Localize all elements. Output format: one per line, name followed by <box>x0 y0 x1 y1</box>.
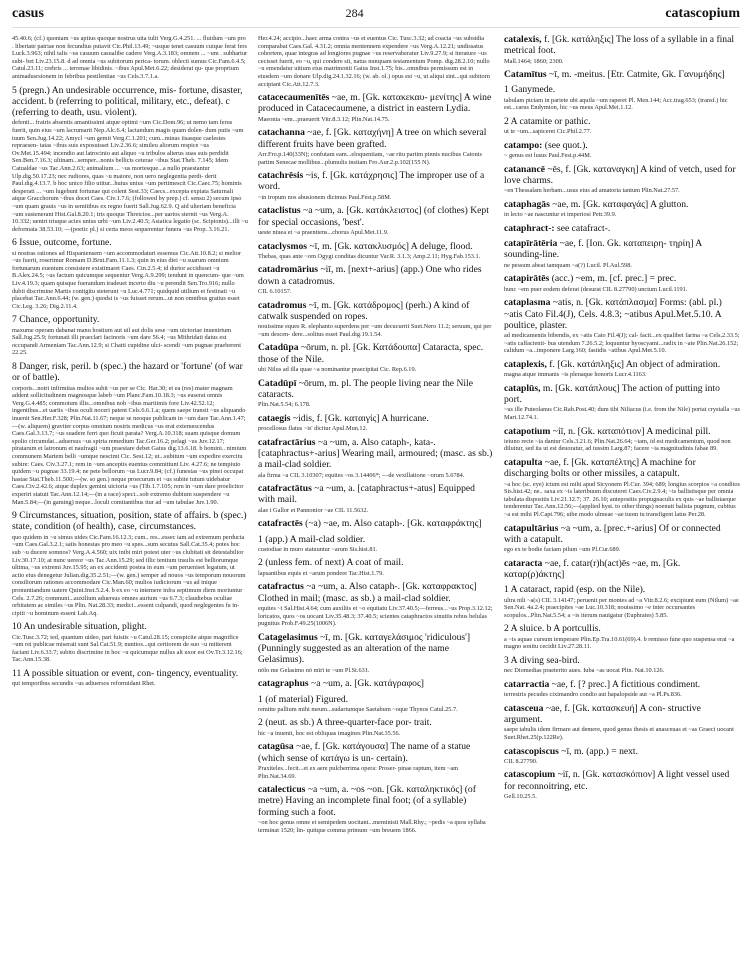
dictionary-entry <box>12 85 248 234</box>
dictionary-entry <box>258 694 494 714</box>
dictionary-entry <box>258 264 494 295</box>
headword: catacecaumenītēs <box>258 92 330 104</box>
entry-definition: catasceua ~ae, f. [Gk. κατασκευή] A con- structive argument. <box>504 702 701 726</box>
dictionary-entry <box>258 534 494 554</box>
headword: cataplexis, <box>504 358 547 370</box>
entry-definition: 2 A catamite or pathic. <box>504 115 591 127</box>
headword: catagraphus <box>258 678 309 690</box>
headword: catascopium <box>504 769 556 781</box>
entry-definition: catapirātēs (acc.) ~em, m. [cf. prec.] = prec. <box>504 273 677 285</box>
dictionary-entry <box>258 557 494 577</box>
dictionary-entry <box>258 678 494 689</box>
headword: catafractātus <box>258 483 312 495</box>
dictionary-entry <box>12 668 248 688</box>
dictionary-entry <box>12 35 248 81</box>
dictionary-entry <box>258 378 494 409</box>
column-right <box>504 34 740 959</box>
entry-citations: ala firma ~a CIL 3.10307; equites ~os 3.14406*; —de vexillatione ~orum 5.6784. <box>258 471 465 479</box>
entry-definition: catampo: (see quot.). <box>504 139 588 151</box>
entry-definition: catarractia ~ae, f. [? prec.] A fictitious condiment. <box>504 678 701 690</box>
dictionary-entry <box>258 170 494 201</box>
entry-definition: 6 Issue, outcome, fortune. <box>12 237 112 249</box>
entry-definition: catafractus ~a ~um, a. Also cataph-. [Gk. καταφρακτος] Clothed in mail; (masc. as sb.) a mail-clad soldier. <box>258 581 477 604</box>
entry-definition: 1 (of material) Figured. <box>258 693 349 705</box>
headword: catanancē <box>504 163 546 175</box>
entry-definition: 1 Ganymede. <box>504 84 556 96</box>
columns <box>12 34 740 959</box>
headword: catagūsa <box>258 741 294 753</box>
entry-citations: si nostras rationes ad Hispaniensem ~um accommodaturi essemus Cic.Att.10.8.2; si melior ~us fuerit, roserimur Romam D.Brut.Fam.11.1.3; quin in eius diei ~u suarum omnium fortunarum euentum consistere existimaret Caes. Cin.2.5.4; id durior accidisset ~u B.Alex.24.5; ~us factum quicumque sequentur Verg.A.9.299; tendunt in quencum- que ~um Liv.4.19.3; quam quisque fuerandum tradeuet incerto diu ~u perendit Sen.Tro.916; nullo dubii discrimine Martis contigitu steterunt ~u Luc.4.771; quidquid utilium et festinati ~u placebat Tac.Ann.6.44; (w. gen.) quodsi is ~us fuisset rerum...ut non omnibus gratius esset Cic.Leg. 3.26; Dig.2.11.4. <box>12 249 244 310</box>
entry-definition: cataphagās ~ae, m. [Gk. καταφαγάς] A glutton. <box>504 198 689 210</box>
headword: cataclistus <box>258 205 301 217</box>
entry-definition: 11 A possible situation or event, con- tingency, eventuality. <box>12 667 239 679</box>
entry-definition: catapultārius ~a ~um, a. [prec.+-arius] Of or connected with a catapult. <box>504 522 721 545</box>
entry-definition: 10 An undesirable situation, plight. <box>12 621 147 633</box>
headword: cataplūs, <box>504 382 541 394</box>
entry-citations: custodiae in muro statuuntur ~arum Sis.hist.81. <box>258 545 378 553</box>
dictionary-entry <box>504 164 740 195</box>
entry-citations: equites ~i Sal.Hist.4.64; cum auxiliis et ~o equitatu Liv.37.40.5;—ferreus...~us Prop.3.12.12; loricatos, quos ~os uocant Liv.35.48.3; 37.40.5; scientes cataphractos sinuitis rebus belulas pugnitus Prob.F.49.25(1006N). <box>258 604 493 628</box>
entry-citations: alae i Gallor et Pannonior ~ae CIL 11.5632. <box>258 506 369 514</box>
entry-citations: ~ genus est lusus Paul.Fest.p.44M. <box>504 152 592 160</box>
entry-citations: hunc ~em puer eodem deferat (desurat CIL 8.27790) unctum Lucil.1191. <box>504 285 688 293</box>
entry-definition: catachanna ~ae, f. [Gk. καταχήνη] A tree on which several different fruits have been grafted. <box>258 127 487 150</box>
entry-definition: 2 (neut. as sb.) A three-quarter-face por- trait. <box>258 717 432 729</box>
headword: catalecticus <box>258 784 306 796</box>
headword: cataegis <box>258 412 291 424</box>
headword: Catagelasimus <box>258 631 318 643</box>
headword: cataphagās <box>504 198 550 210</box>
dictionary-entry <box>504 116 740 136</box>
headword: Catamītus <box>504 69 547 81</box>
dictionary-entry <box>504 769 740 800</box>
entry-definition: cataracta ~ae, f. catar(r)h(act)ēs ~ae, m. [Gk. καταρ(ρ)άκτης] <box>504 557 681 581</box>
entry-definition: 2 A sluice. b A portcullis. <box>504 623 601 635</box>
entry-citations: in lecto ~ae nascuntur et imperiosi Petr.39.9. <box>504 211 617 219</box>
entry-definition: catapotium ~iī, n. [Gk. καταπότιον] A medicinal pill. <box>504 425 711 437</box>
entry-citations: CIL 6.10157. <box>258 287 292 295</box>
dictionary-entry <box>504 383 740 422</box>
entry-citations: Mall.1464; 1860; 2300. <box>504 57 564 65</box>
entry-citations: ad medicamentis bibendis, ex ~atis Cato Fil.4(J); cal- facit...ex qualibet farina ~a Cels.2.33.5; ~atis calfacienti- bus utendum 7.26.5.2; loquuntur hyoscyami...radix in ~ate Plin.Nat.26.152; calidum ~a...imponere Larg.160; fastidis ~atibus Apul.Met.5.10. <box>504 332 740 355</box>
entry-definition: 5 (pregn.) An undesirable occurrence, mis- fortune, disaster, accident. b (referring to political, military, etc., defeat). c (referring to death, usu. violent). <box>12 84 243 119</box>
dictionary-entry <box>258 127 494 166</box>
dictionary-entry <box>504 359 740 379</box>
dictionary-entry <box>258 518 494 529</box>
headword: catadromus <box>258 299 307 311</box>
entry-citations: saepe tabulis idem firmare aut demere, quod genus thesis et anasceuas et ~as Graeci uocant Suet.Rhet.25(p.122Re). <box>504 726 734 741</box>
dictionary-entry <box>258 717 494 737</box>
headword: cataracta <box>504 557 543 569</box>
dictionary-entry <box>504 558 740 581</box>
entry-citations: maxume operam dabanat manu hostium aut uil aut dolis sese ~um uictoriae inuenirtum Sall.Jug.25.9; fortunati illi praeclari facinoris ~um dare 56.4; ~us Mithridati datus est occupandi Armeniam Tac.Ann.12.9; si Chatti cupidine ulci- scendi ~um pugnae praeberent 22.25. <box>12 326 241 357</box>
dictionary-entry <box>258 741 494 780</box>
entry-definition: catachrēsis ~is, f. [Gk. κατάχρησις] The improper use of a word. <box>258 170 485 193</box>
headword: catascopiscus <box>504 745 559 757</box>
dictionary-entry <box>504 199 740 219</box>
dictionary-entry <box>258 581 494 627</box>
entry-definition: Catadūpa ~ōrum, n. pl. [Gk. Κατάδουπα] Cataracta, spec. those of the Nile. <box>258 342 484 365</box>
headword: catalexis, <box>504 34 542 45</box>
entry-citations: CIL 8.27790. <box>504 757 538 765</box>
headword: catarractia <box>504 678 550 690</box>
entry-citations: tabulam pictam in pariete ubi aquila ~um raperet Pl. Men.144; Acc.trag.653; (transf.) hic est...carus Endymion, hic ~us meus Apul.Met.1.12. <box>504 96 728 112</box>
dictionary-entry <box>504 457 740 519</box>
headword: catapirātēs <box>504 273 550 285</box>
guide-word-left: casus <box>12 6 44 21</box>
dictionary-entry <box>504 273 740 293</box>
headword: catapulta <box>504 457 543 469</box>
entry-citations: ueste niuea et ~a praenitens...chorus Apul.Met.11.9. <box>258 228 389 236</box>
dictionary-entry <box>12 510 248 617</box>
dictionary-entry <box>12 621 248 664</box>
entry-citations: Arr.Fro.p.140(33N); confutam eam...eloquentiam, ~ae ritu partim pinnis nucibus Catonis partim Senecae mollibus...plumulis insitam Fro.Aur.2.p.102(155 N). <box>258 150 482 166</box>
dictionary-entry <box>258 483 494 514</box>
headword: catachanna <box>258 127 305 139</box>
entry-definition: catascopiscus ~ī, m. (app.) = next. <box>504 745 638 757</box>
headword: catafractus <box>258 581 304 593</box>
entry-citations: ubi Nilus ad illa quae ~a nominantur praecipitat Cic. Rep.6.19. <box>258 365 417 373</box>
entry-definition: catafractārius ~a ~um, a. Also cataph-, kata-. [cataphractus+-arius] Wearing mail, armoured; (masc. as sb.) a mail-clad soldier. <box>258 436 493 471</box>
entry-definition: Catadūpī ~ōrum, m. pl. The people living near the Nile cataracts. <box>258 377 473 400</box>
entry-definition: Catagelasimus ~ī, m. [Gk. καταγελάσιμος 'ridiculous'] (Punningly suggested as an alteration of the name Gelasimus). <box>258 631 471 666</box>
dictionary-entry <box>12 314 248 357</box>
dictionary-entry <box>258 632 494 674</box>
entry-citations: magna atque immanis ~is plenaque honoris Lucr.4.1163. <box>504 371 647 379</box>
entry-citations: ~us ille Puteolanus Cic.Rab.Post.40; dum tibi Niliacus (i.e. from the Nile) portat crystalla ~us Mart.12.74.1. <box>504 406 740 421</box>
column-middle <box>258 34 494 959</box>
entry-citations: qui temporibus secundis ~us adiuersos reformidant Rhet. <box>12 680 156 688</box>
entry-definition: cataplexis, f. [Gk. κατάπληξις] An object of admiration. <box>504 358 721 370</box>
entry-citations: Thebas, quas ante ~om Ogygi conditas dicuntur Var.R. 3.1.3; Amp.2.11; Hyg.Fab.153.1. <box>258 252 481 260</box>
entry-definition: 1 A cataract, rapid (esp. on the Nile). <box>504 584 646 596</box>
headword: catapīrātēria <box>504 238 558 250</box>
dictionary-entry <box>504 238 740 269</box>
entry-citations: nec Diomedias praeterito aues. Iuba ~as uocat Plin. Nat.10.126. <box>504 667 665 675</box>
headword: Catadūpa <box>258 342 299 354</box>
entry-citations: ~on hoc genus omne et semipedem uocitant...meministi Mall.Rhy.; ~pedis ~a quos syllaba terminat 1520; lin- quitque comma primum ~um breuem 1866. <box>258 818 486 834</box>
entry-definition: catascopium ~iī, n. [Gk. κατασκόπιον] A light vessel used for reconnoitring, etc. <box>504 769 730 792</box>
page-number: 284 <box>345 6 364 20</box>
entry-definition: cataplasma ~atis, n. [Gk. κατάπλασμα] Forms: (abl. pl.) ~atis Cato Fil.4(J), Cels. 4.8.3; ~atibus Apul.Met.5.10. A poultice, plaster. <box>504 297 722 331</box>
entry-definition: catacecaumenītēs ~ae, m. [Gk. κατακεκαυ- μενίτης] A wine produced in Catacecaumene, a district in eastern Lydia. <box>258 92 492 115</box>
entry-citations: Plin.Nat.5.54; 6.178. <box>258 401 311 409</box>
headword: catampo: <box>504 139 543 151</box>
entry-citations: procellosus flatus ~is' dicitur Apul.Mun.12. <box>258 425 368 433</box>
dictionary-entry <box>504 746 740 766</box>
entry-definition: catapulta ~ae, f. [Gk. καταπέλτης] A machine for discharging bolts or other missiles, a catapult. <box>504 457 696 480</box>
headword: catapultārius <box>504 522 559 534</box>
entry-definition: catanancē ~ēs, f. [Gk. καταναγκη] A kind of vetch, used for love charms. <box>504 163 736 187</box>
entry-definition: 3 A diving sea-bird. <box>504 654 580 666</box>
dictionary-entry <box>258 437 494 479</box>
entry-citations: Praxiteles...fecit...et ex aere pulcherrima opera: Proser- pinae raptum, item ~am Plin.Nat.34.69. <box>258 764 459 780</box>
dictionary-entry <box>258 784 494 834</box>
headword: catachrēsis <box>258 170 304 182</box>
dictionary-entry <box>12 361 248 506</box>
headword: cataplasma <box>504 297 551 309</box>
entry-definition: catafractēs (~a) ~ae, m. Also cataph-. [Gk. καταφράκτης] <box>258 518 482 530</box>
entry-definition: catapīrātēria ~ae, f. [Ion. Gk. καταπειρη- τηρίη] A sounding-line. <box>504 238 702 261</box>
entry-definition: catadromus ~ī, m. [Gk. κατάδρομος] (perh.) A kind of catwalk suspended on ropes. <box>258 299 470 322</box>
entry-citations: corporis...notri infirmitas multos subit ~us per se Cic. Har.30; et ea (res) mater magnam addent sollicitudinem magnosque labeb ~um Planc.Fam.10.18.3; ~us euserat omnis Verg.G.4.485; commotum illis...omnibus nob ~ibus maritimis fore Liv.42.52.12; ingentibus...et uariis ~ibus oculi noceri patent Cels.6.6.1.a; quem saepe transit ~us aliquando inuenit Sen.Her.F.328; Plin.Nat.11.67; neque se neoque publicam in ~um dare Tac.Ann.1.47; —(w. aliquem) graviter corpus omnium nostris medicus ~us erat extemescendus Caes.Gal.3.13.7; ~us suadere ferri quo ficuit parata? Verg.A.10.318; suam quisque domum spolio circumdat...aduersus ~us spiria remedium Tac.Ger.16.2; pelagi ~us Juv.12.17; piratarum et latronum et naufragii ~um praestare debet Gaius dig.13.6.18. b homini.. nimium communem Martem belli ~umque nescimt Cic. Sest.12; ut...subitum ~um expedire exercitu subire: Caes. Civ.3.27.1; rem in ~um anceptis euentus committunt Liv. 4.27.6; ne tempiuto quidem ~u pugnae 33.19.4; ne pete bellorum ~us Lucr.9.84; (cf.) funestas ~us pinei occupat hastae Stat.Theb.11.500;—(w. so gen.) neque proecurum et ~us subite tutum uidebatur Caes.Civ.2.42.6; atque duplex gemini uictoria ~us (Tib.1.7.105; rem in ~um dare proelicitor experiri statuit Tac.Ann.12.14;—(in a race) speci...sob extremo dubium suspendere ~u Man.5.84;—(in gaming) neque...loculi comitantibus itur ad ~um tabulae Juv.1.90. <box>12 384 247 506</box>
dictionary-entry <box>504 140 740 160</box>
dictionary-entry <box>258 35 494 88</box>
page-header <box>12 6 740 28</box>
column-left <box>12 34 248 959</box>
dictionary-entry <box>504 223 740 234</box>
headword: catadromārius <box>258 264 319 276</box>
entry-definition: 2 (unless fem. of next) A coat of mail. <box>258 557 404 569</box>
dictionary-entry <box>258 300 494 339</box>
entry-citations: ieiuno recte ~ia dantur Cels.3.21.6; Plin.Nat.26.64; ~iam, id est medicamentum, quod non diluitur, sed ita ut est deuoratur, ad tussim Larg.87; facere ~ia magnitudinis fabae 89. <box>504 437 731 453</box>
entry-definition: cataphract-: see catafract-. <box>504 222 611 234</box>
entry-definition: catadromārius ~iī, m. [next+-arius] (app.) One who rides down a catadromus. <box>258 264 482 287</box>
entry-citations: quo quidem in ~u simus uides Cic.Fam.16.12.3; cum.. res...essec iam ad extremum perducta ~um Caes.Gal.3.2.1; satis honestas pro meo ~u spes...sum secutus Sall.Cat.35.4; potes hoc sub ~u ducere somnos? Verg.A.4.560; uix inibi miri potest uter ~us clubitati sit detestabilior Liv.30.17.10; at nunc uereor ~us Tac.Ann.15.29; sed illic tentium insulis est belliorumque ultima, ~us extremi Juv.15.95; an ex accidenti postea in eum ~um perueniset legatum, ut actio eius denegetur Julian.dig.35.2.51;—(w. gen.) semper ad nouos ~us temporum nouorum consiliorum rationes accommodare Cic.Man.60; mulios iudiciorum ~us ad inique pronuntiandum uatere Quint.Inst.5.2.4. b ex eo ~u intemere infra septimum diem moriuntur Cels. 2.7.26; communi...auxilium aduersus omnes aurium ~us 6.7.3; claudiebus oculiae orbitatem ac similes ~us Plin. Nat.28.33; medici...essent culpandi, quod neglegentes fu in- cipiti ~u hominum essent Lab.Aq. <box>12 533 246 617</box>
dictionary-entry <box>258 413 494 433</box>
dictionary-entry <box>258 241 494 261</box>
entry-definition: 1 (app.) A mail-clad soldier. <box>258 533 366 545</box>
entry-citations: remitte pallium mihi meum...sudariumque Saetabum ~oque Thynos Catul.25.7. <box>258 705 458 713</box>
dictionary-entry <box>504 523 740 554</box>
entry-definition: 8 Danger, risk, peril. b (spec.) the hazard or 'fortune' (of war or of battle). <box>12 361 243 384</box>
headword: cataphract-: <box>504 222 555 234</box>
dictionary-entry <box>504 69 740 80</box>
dictionary-entry <box>504 297 740 355</box>
dictionary-entry <box>258 92 494 123</box>
entry-definition: catagūsa ~ae, f. [Gk. κατάγουσα] The name of a statue (which sense of κατάγω is un- certain). <box>258 741 471 764</box>
entry-definition: cataclistus ~a ~um, a. [Gk. κατάκλειστος] (of clothes) Kept for special occasions, 'best'. <box>258 205 489 228</box>
entry-citations: ultra nili ~a(s) CIL 3.14147; peruenit per montes ad ~a Vitr.8.2.6; excipiunt eum (Nilum) ~ae Sen.Nat. 4a.2.4; praecipites ~ae Luc.10.318; nouissimo ~e inter occursantes scopulos...Plin.Nat.5.54; a ~is iterum nauigatur (Euphrates) 5.85. <box>504 596 739 619</box>
entry-citations: Maeonia ~em...praeuerit Vitr.8.3.12; Plin.Nat.14.75. <box>258 115 390 123</box>
entry-definition: Catamītus ~ī, m. -meitus. [Etr. Catmite, Gk. Γανυμήδης] <box>504 69 725 81</box>
entry-citations: ne pessum abeat tamquam ~a(?) Lucil. Pl.Aul.598. <box>504 261 632 269</box>
dictionary-entry <box>504 584 740 619</box>
headword: catasceua <box>504 702 544 714</box>
entry-definition: catalexis, f. [Gk. κατάληξις] The loss of a syllable in a final metrical foot. <box>504 34 735 57</box>
dictionary-entry <box>504 623 740 650</box>
entry-citations: ~en Thessalam herbam...usus eius ad amatoria tantum Plin.Nat.27.57. <box>504 187 680 195</box>
headword: Catadūpī <box>258 377 297 389</box>
entry-citations: a ~is aquae cursum temperare Plin.Ep.Tra.10.61(69).4. b remisso fune quo suspensa erat ~a magno sonitu cecidit Liv.27.28.11. <box>504 635 735 651</box>
dictionary-entry <box>504 84 740 111</box>
entry-definition: cataclysmos ~ī, m. [Gk. κατακλυσμός] A deluge, flood. <box>258 240 473 252</box>
entry-citations: hic ~a inuenit, hoc est obliquas imagines Plin.Nat.35.56. <box>258 729 401 737</box>
entry-definition: catalecticus ~a ~um, a. ~os ~on. [Gk. καταληκτικός] (of metre) Having an incomplete final foot; (of a syllable) forming such a foot. <box>258 784 476 818</box>
dictionary-entry <box>504 679 740 699</box>
entry-citations: Her.4.24; accipio...haec arma contra ~us et euentus Cic. Tusc.3.32; ad coacta ~us subsidia comparabat Caes.Gal. 4.31.2; omnia mentennem expendere ~us Verg.A.12.21; undissatus cohortem, quae integras ad longiores pugnae ~us reservaberatur Liv.9.27.9; si iterature ~us cecisset fuerit, eo ~u, qui condere sit, natus nunquam testamentum Pomp. dig.28.2.10; nullo ~u emendatur uitium eius matrimonii Gaius Inst.1.75; bis...omnibus permissum est in eiusdem ~um donare Ulp.dig.24.1.32.16; (w. ab. ol.) opus est ~u, ut aliqui sint...qui subitorn accipiant Cic.Att.12.7.3. <box>258 35 490 88</box>
dictionary-entry <box>504 34 740 65</box>
entry-citations: ego ex te hodie faciam pilum ~um Pl.Cur.689. <box>504 546 621 554</box>
entry-citations: defenti... fratris absentis amantissimi atque optimi ~um Cic.Dom.96; ut nemo tam ferus fuerit, quin eius ~um lacrumarit Nep.Alc.6.4; lactandum magis quam dolen- dum putis ~um tuum Sen.Jug.14.22; Amycl ~um gemit Verg.C.1.201; cum...minas iisasque caelestes repraesen- tatas ~ibus suis exposuisset Liv.2.36.6; simileu aliorum respice ~us Ov.Met.15.494; incendio aut latrocinio aut aliquo ~u tribulos alterus suas suis perdidit Sen.Ben.7.16.3; ultinam...semper...nonis bellicis ceterae ~ibus Stat.Theb. 7.145; Idem Catualdae ~us Tac.Ann.2.63; animalium ... ~us mortesque...a nullo praestantur Ulp.dig.50.17.23; nec rudiores, quas ~u maiore, non uero neglegentia perdi- derit Paul.dig.4.13.7. b hoc unico filio utitur...huius unius ~um pertimescit Cic.Caec.75; hominis desperati ... ~um lugebunt fortunae qui colent Sest.33; Caecs...excepta expiata Saturnali atque Gracchorum ~ibus docet Caes. Civ.1.7.6; (followed by prep.) cf. sensu 2) secum ipso ~um quam grauis ~us in semitibus ex regno fuerit Sall.Jug.62.9. Q aid ulteriam beneficia ~um sustenerant Hist.Gal.8.20.1; tris quoque Threicios...per uarios sternit ~us Verg.A. 10.332; uentri triuque acies unius urbi ~um Liv.2.40.5; Asiatica legatio (sc. Scipionis)...illi ~u deformata 38.53.10; —(poetic pl.) si certa meos sequerentur funera ~us Prop. 3.16.21. <box>12 119 248 233</box>
entry-definition: 7 Chance, opportunity. <box>12 314 100 326</box>
entry-citations: ~a hoc (sc. eye) ictum est mihi apud Sicyonem Pl.Cur. 394; 689; longius scorpios ~a conditos Sis.hist.42; ne.. saxa ex ~is lateribuum discuteret Caes.Civ.2.9.4; ~is ballistisque per omnia tabulata dispositis Liv.21.12.7; 37. 26.10; antepositis propugnaculis ex quis ~ae ballistaeque tenderentur Tac.Ann.12.56;—(applied hyst. to other things) noenuit balista pugnum, cubitus ~a est mihi Pl.Capt.796; uibe modo ulmeae ~ae tuom tu transfigent latus Per.28. <box>504 480 740 518</box>
entry-citations: Gell.10.25.5. <box>504 792 537 800</box>
dictionary-entry <box>258 205 494 236</box>
entry-definition: catafractātus ~a ~um, a. [cataphractus+-atus] Equipped with mail. <box>258 483 475 506</box>
headword: catafractārius <box>258 436 316 448</box>
entry-definition: 9 Circumstances, situation, position, state of affairs. b (spec.) state, condition (of health), case, circumstances. <box>12 510 247 533</box>
entry-citations: nouissime eques R. elephanto superdens per ~um decucurrit Suet.Nero 11.2; seruum, qui per ~um descen- dere...solitus esset Paul.dig.19.1.54. <box>258 323 492 338</box>
headword: catafractēs <box>258 518 303 530</box>
dictionary-entry <box>258 342 494 373</box>
headword: cataclysmos <box>258 240 308 252</box>
guide-word-right: catascopium <box>665 6 740 21</box>
entry-definition: catagraphus ~a ~um, a. [Gk. κατάγραφος] <box>258 678 424 690</box>
dictionary-entry <box>12 237 248 310</box>
dictionary-entry <box>504 426 740 453</box>
entry-citations: terrestris pecudes ciximandro condio aut hapalopside aut ~a Pl.Ps.836. <box>504 691 682 699</box>
entry-citations: lapsantibus equis et ~arum pondere Tac.Hist.1.79. <box>258 569 384 577</box>
dictionary-entry <box>504 655 740 675</box>
entry-citations: Cic.Tusc.3.72; ted, quantum uideo, pari fuistis ~u Catul.28.15; conspicite atque magnifice ~um rei publicae miserati sunt Sal.Cat.51.9; nuntios...qui certiorem de suo ~u mitterent faciant Liv.6.33.7; subito discrimine in hoc ~u quicumque nullus alt uxor est Ov.Tr.3.12.16; Tac.Ann.15.38. <box>12 633 243 664</box>
entry-citations: nōlo me Gelasimo nō mīrī te ~um Pl.St.631. <box>258 666 370 674</box>
entry-citations: ut te ~um...sapiceret Cic.Phil.2.77. <box>504 128 592 136</box>
entry-definition: cataegis ~idis, f. [Gk. καταιγίς] A hurricane. <box>258 412 429 424</box>
entry-citations: 45.40.6; (cf.) quoniam ~us aptius quoque nostrus uita tulit Verg.G.4.251. ... fluidum ~um pro . libertate patriae non fecundius putavit Cic.Phil.13.49; ~usque tenet casuum cuique ferat fers Luck.3.963; nihil talis ~us casuum casualibe cadere Verg.A.3.183; omnem ... ~um . subhartur subi- bet Liv.23.15.8. d ad omnia ~us subitorum perica- torum. oblecti sumus Cic.Fam.6.4.5; Catul.23.11; crebris ... terrenae libidinis. ~ibus Apul.Met.6.22; desiderat qu- que proprium animadusrsionem in febribus pestilentiae ~us Cels.3.7.1.a. <box>12 35 248 80</box>
headword: catapotium <box>504 425 551 437</box>
entry-citations: ~in tropum nos abusionem dicimus Paul.Fest.p.58M. <box>258 193 392 201</box>
dictionary-entry <box>504 703 740 742</box>
entry-definition: cataplūs, m. [Gk. κατάπλους] The action of putting into port. <box>504 382 720 406</box>
